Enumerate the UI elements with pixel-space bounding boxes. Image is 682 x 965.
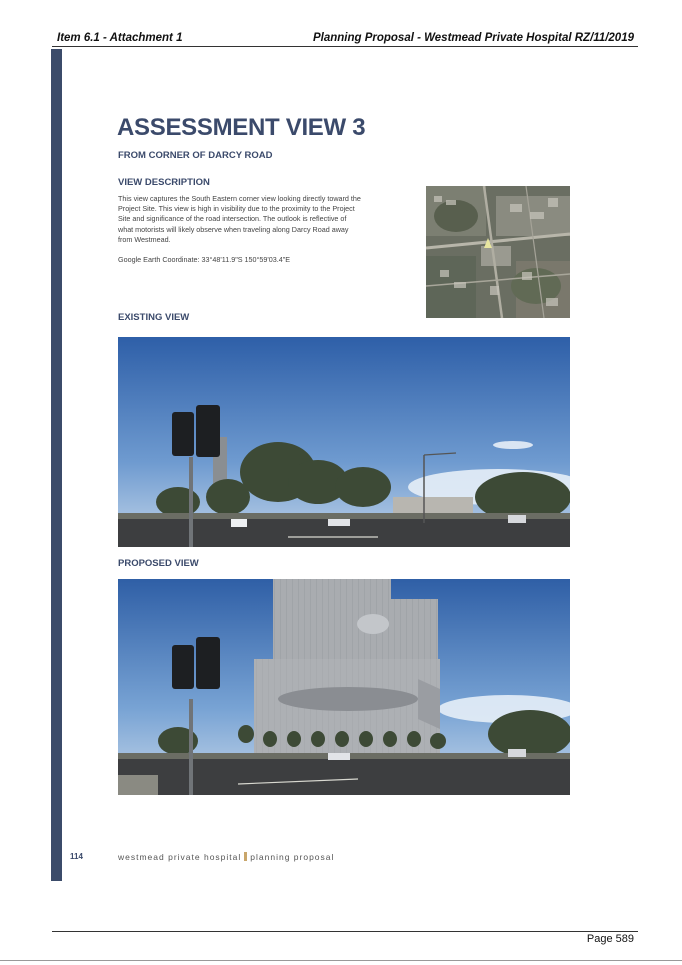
header-document-title: Planning Proposal - Westmead Private Hospital RZ/11/2019 — [312, 32, 634, 44]
google-earth-coordinate: Google Earth Coordinate: 33°48'11.9"S 150°59'03.4"E — [118, 255, 291, 264]
desc-line: from Westmead. — [118, 234, 171, 244]
page-title: ASSESSMENT VIEW 3 — [117, 114, 366, 141]
side-accent-bar — [51, 49, 62, 881]
desc-line: This view captures the South Eastern corner view looking directly toward the — [118, 194, 361, 203]
page-subtitle: FROM CORNER OF DARCY ROAD — [118, 150, 273, 161]
footer-left-text: westmead private hospital — [118, 852, 242, 862]
existing-view-photo — [118, 337, 570, 547]
desc-line: Project Site. This view is high in visibility due to the proximity to the Project — [118, 204, 355, 214]
footer-separator — [244, 852, 247, 861]
view-description-text — [118, 194, 418, 245]
proposed-view-photo — [118, 579, 570, 795]
report-page-number: 114 — [70, 852, 83, 861]
aerial-map-image — [426, 186, 570, 318]
header-item-label: Item 6.1 - Attachment 1 — [57, 32, 183, 44]
proposed-view-heading: PROPOSED VIEW — [118, 558, 199, 569]
footer-rule — [52, 931, 638, 932]
page-label: Page 589 — [586, 933, 634, 945]
page-bottom-edge — [0, 960, 682, 961]
header-rule — [52, 46, 638, 47]
report-footer — [118, 852, 334, 862]
footer-right-text: planning proposal — [250, 852, 335, 862]
existing-view-heading: EXISTING VIEW — [118, 312, 190, 323]
desc-line: Site and significance of the road intersection. The outlook is reflective of — [118, 214, 347, 224]
desc-line: what motorists will likely observe when traveling along Darcy Road away — [118, 224, 349, 234]
view-description-heading: VIEW DESCRIPTION — [118, 177, 210, 188]
